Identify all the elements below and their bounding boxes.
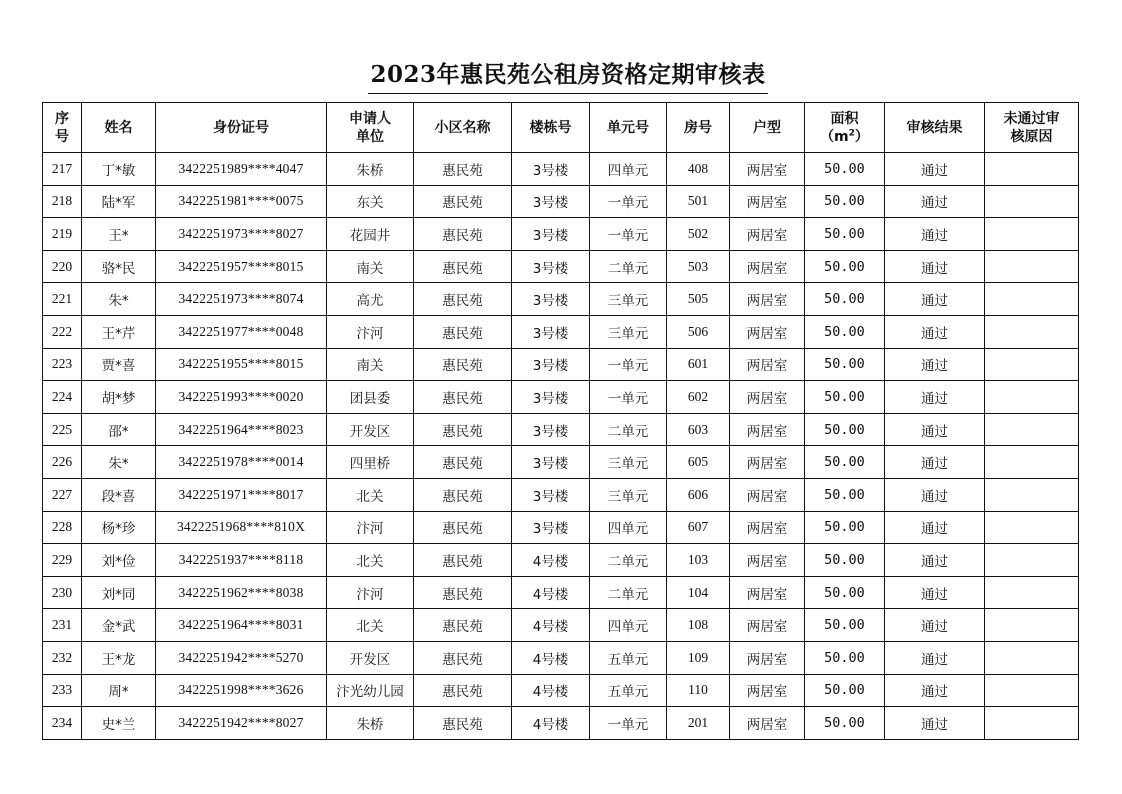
- cell-reason: [985, 478, 1079, 511]
- cell-building: 3号楼: [512, 218, 590, 251]
- cell-room: 601: [667, 348, 730, 381]
- cell-reason: [985, 315, 1079, 348]
- cell-result: 通过: [885, 641, 985, 674]
- cell-id-number: 3422251942****8027: [156, 707, 327, 740]
- cell-unit: 东关: [327, 185, 414, 218]
- cell-entrance: 一单元: [590, 381, 667, 414]
- header-community: 小区名称: [414, 103, 512, 153]
- table-row: [43, 674, 1079, 707]
- cell-community: 惠民苑: [414, 544, 512, 577]
- header-name: 姓名: [82, 103, 156, 153]
- cell-reason: [985, 707, 1079, 740]
- cell-unit: 北关: [327, 478, 414, 511]
- cell-seq: 223: [43, 348, 82, 381]
- cell-type: 两居室: [730, 315, 805, 348]
- cell-reason: [985, 446, 1079, 479]
- cell-unit: 汴河: [327, 576, 414, 609]
- cell-area: 50.00: [805, 381, 885, 414]
- cell-seq: 219: [43, 218, 82, 251]
- cell-id-number: 3422251971****8017: [156, 478, 327, 511]
- cell-room: 602: [667, 381, 730, 414]
- cell-area: 50.00: [805, 348, 885, 381]
- cell-area: 50.00: [805, 185, 885, 218]
- cell-community: 惠民苑: [414, 283, 512, 316]
- cell-building: 4号楼: [512, 641, 590, 674]
- area-unit-close: ）: [854, 128, 869, 145]
- cell-id-number: 3422251957****8015: [156, 250, 327, 283]
- cell-name: 陆*军: [82, 185, 156, 218]
- cell-community: 惠民苑: [414, 185, 512, 218]
- cell-name: 朱*: [82, 446, 156, 479]
- cell-name: 刘*同: [82, 576, 156, 609]
- cell-community: 惠民苑: [414, 153, 512, 186]
- cell-room: 505: [667, 283, 730, 316]
- cell-result: 通过: [885, 381, 985, 414]
- cell-room: 201: [667, 707, 730, 740]
- cell-area: 50.00: [805, 511, 885, 544]
- cell-room: 103: [667, 544, 730, 577]
- table-row: [43, 315, 1079, 348]
- cell-result: 通过: [885, 153, 985, 186]
- cell-id-number: 3422251973****8074: [156, 283, 327, 316]
- header-reason: [985, 103, 1079, 153]
- cell-type: 两居室: [730, 185, 805, 218]
- cell-reason: [985, 218, 1079, 251]
- cell-unit: 北关: [327, 544, 414, 577]
- cell-community: 惠民苑: [414, 674, 512, 707]
- cell-community: 惠民苑: [414, 381, 512, 414]
- cell-room: 606: [667, 478, 730, 511]
- cell-entrance: 二单元: [590, 576, 667, 609]
- cell-unit: 汴光幼儿园: [327, 674, 414, 707]
- cell-unit: 开发区: [327, 641, 414, 674]
- cell-type: 两居室: [730, 218, 805, 251]
- cell-area: 50.00: [805, 609, 885, 642]
- table-row: [43, 641, 1079, 674]
- cell-seq: 227: [43, 478, 82, 511]
- cell-unit: 开发区: [327, 413, 414, 446]
- cell-community: 惠民苑: [414, 315, 512, 348]
- cell-seq: 228: [43, 511, 82, 544]
- cell-seq: 226: [43, 446, 82, 479]
- cell-result: 通过: [885, 315, 985, 348]
- table-row: [43, 413, 1079, 446]
- cell-id-number: 3422251964****8031: [156, 609, 327, 642]
- header-result: 审核结果: [885, 103, 985, 153]
- cell-reason: [985, 413, 1079, 446]
- cell-id-number: 3422251989****4047: [156, 153, 327, 186]
- cell-unit: 南关: [327, 250, 414, 283]
- header-area-label: 面积: [830, 110, 859, 127]
- cell-building: 3号楼: [512, 283, 590, 316]
- cell-building: 4号楼: [512, 707, 590, 740]
- cell-name: 刘*俭: [82, 544, 156, 577]
- table-row: [43, 185, 1079, 218]
- cell-community: 惠民苑: [414, 478, 512, 511]
- cell-building: 3号楼: [512, 381, 590, 414]
- cell-unit: 朱桥: [327, 707, 414, 740]
- header-unit: [327, 103, 414, 153]
- cell-room: 109: [667, 641, 730, 674]
- cell-reason: [985, 576, 1079, 609]
- cell-seq: 232: [43, 641, 82, 674]
- cell-name: 杨*珍: [82, 511, 156, 544]
- table-row: [43, 218, 1079, 251]
- area-unit-open: （m: [820, 128, 849, 145]
- table-row: [43, 446, 1079, 479]
- cell-room: 104: [667, 576, 730, 609]
- cell-building: 4号楼: [512, 674, 590, 707]
- cell-room: 603: [667, 413, 730, 446]
- cell-reason: [985, 511, 1079, 544]
- cell-type: 两居室: [730, 576, 805, 609]
- cell-seq: 221: [43, 283, 82, 316]
- cell-id-number: 3422251973****8027: [156, 218, 327, 251]
- cell-name: 朱*: [82, 283, 156, 316]
- cell-result: 通过: [885, 544, 985, 577]
- cell-building: 3号楼: [512, 250, 590, 283]
- cell-id-number: 3422251937****8118: [156, 544, 327, 577]
- cell-entrance: 三单元: [590, 478, 667, 511]
- cell-unit: 北关: [327, 609, 414, 642]
- title-text: 2023年惠民苑公租房资格定期审核表: [368, 58, 767, 94]
- header-unit-text: 申请人单位: [348, 110, 391, 145]
- header-row: [43, 103, 1079, 153]
- header-id-number: 身份证号: [156, 103, 327, 153]
- cell-seq: 231: [43, 609, 82, 642]
- cell-unit: 高尤: [327, 283, 414, 316]
- cell-building: 4号楼: [512, 576, 590, 609]
- cell-building: 3号楼: [512, 478, 590, 511]
- cell-area: 50.00: [805, 413, 885, 446]
- cell-room: 501: [667, 185, 730, 218]
- cell-id-number: 3422251968****810X: [156, 511, 327, 544]
- cell-seq: 233: [43, 674, 82, 707]
- cell-entrance: 二单元: [590, 250, 667, 283]
- cell-area: 50.00: [805, 707, 885, 740]
- page-title: [0, 58, 1122, 94]
- cell-reason: [985, 641, 1079, 674]
- cell-type: 两居室: [730, 413, 805, 446]
- cell-result: 通过: [885, 511, 985, 544]
- cell-area: 50.00: [805, 478, 885, 511]
- cell-id-number: 3422251942****5270: [156, 641, 327, 674]
- cell-type: 两居室: [730, 609, 805, 642]
- cell-entrance: 五单元: [590, 641, 667, 674]
- cell-seq: 217: [43, 153, 82, 186]
- cell-room: 408: [667, 153, 730, 186]
- cell-type: 两居室: [730, 707, 805, 740]
- cell-area: 50.00: [805, 315, 885, 348]
- cell-type: 两居室: [730, 348, 805, 381]
- table-row: [43, 544, 1079, 577]
- cell-name: 王*芹: [82, 315, 156, 348]
- table-row: [43, 250, 1079, 283]
- cell-entrance: 一单元: [590, 348, 667, 381]
- cell-area: 50.00: [805, 153, 885, 186]
- cell-building: 3号楼: [512, 185, 590, 218]
- cell-room: 503: [667, 250, 730, 283]
- cell-entrance: 三单元: [590, 315, 667, 348]
- cell-name: 王*龙: [82, 641, 156, 674]
- cell-reason: [985, 544, 1079, 577]
- cell-community: 惠民苑: [414, 348, 512, 381]
- header-room: 房号: [667, 103, 730, 153]
- cell-community: 惠民苑: [414, 446, 512, 479]
- cell-seq: 225: [43, 413, 82, 446]
- cell-building: 3号楼: [512, 511, 590, 544]
- cell-room: 506: [667, 315, 730, 348]
- cell-result: 通过: [885, 674, 985, 707]
- cell-seq: 229: [43, 544, 82, 577]
- cell-type: 两居室: [730, 153, 805, 186]
- cell-name: 王*: [82, 218, 156, 251]
- cell-reason: [985, 153, 1079, 186]
- cell-type: 两居室: [730, 446, 805, 479]
- header-building: 楼栋号: [512, 103, 590, 153]
- cell-entrance: 四单元: [590, 609, 667, 642]
- cell-entrance: 四单元: [590, 511, 667, 544]
- cell-result: 通过: [885, 185, 985, 218]
- cell-name: 胡*梦: [82, 381, 156, 414]
- cell-area: 50.00: [805, 283, 885, 316]
- cell-name: 骆*民: [82, 250, 156, 283]
- cell-room: 607: [667, 511, 730, 544]
- header-area: [805, 103, 885, 153]
- cell-area: 50.00: [805, 218, 885, 251]
- cell-unit: 四里桥: [327, 446, 414, 479]
- header-reason-text: 未通过审核原因: [1003, 110, 1060, 145]
- table-row: [43, 283, 1079, 316]
- cell-id-number: 3422251964****8023: [156, 413, 327, 446]
- cell-name: 段*喜: [82, 478, 156, 511]
- cell-room: 605: [667, 446, 730, 479]
- table-row: [43, 707, 1079, 740]
- cell-reason: [985, 609, 1079, 642]
- cell-community: 惠民苑: [414, 413, 512, 446]
- cell-id-number: 3422251993****0020: [156, 381, 327, 414]
- cell-result: 通过: [885, 576, 985, 609]
- cell-entrance: 二单元: [590, 413, 667, 446]
- cell-area: 50.00: [805, 674, 885, 707]
- cell-result: 通过: [885, 478, 985, 511]
- cell-unit: 花园井: [327, 218, 414, 251]
- cell-result: 通过: [885, 250, 985, 283]
- table-row: [43, 153, 1079, 186]
- cell-unit: 汴河: [327, 511, 414, 544]
- cell-seq: 224: [43, 381, 82, 414]
- header-type: 户型: [730, 103, 805, 153]
- table-row: [43, 609, 1079, 642]
- cell-seq: 234: [43, 707, 82, 740]
- cell-entrance: 二单元: [590, 544, 667, 577]
- cell-entrance: 一单元: [590, 707, 667, 740]
- cell-result: 通过: [885, 446, 985, 479]
- cell-entrance: 三单元: [590, 283, 667, 316]
- cell-building: 3号楼: [512, 413, 590, 446]
- table-row: [43, 576, 1079, 609]
- cell-type: 两居室: [730, 250, 805, 283]
- cell-type: 两居室: [730, 478, 805, 511]
- cell-room: 502: [667, 218, 730, 251]
- cell-result: 通过: [885, 609, 985, 642]
- cell-reason: [985, 348, 1079, 381]
- cell-unit: 朱桥: [327, 153, 414, 186]
- cell-area: 50.00: [805, 446, 885, 479]
- cell-community: 惠民苑: [414, 511, 512, 544]
- header-seq-text: 序号: [54, 110, 69, 145]
- cell-seq: 220: [43, 250, 82, 283]
- cell-unit: 团县委: [327, 381, 414, 414]
- cell-room: 110: [667, 674, 730, 707]
- cell-entrance: 一单元: [590, 185, 667, 218]
- cell-building: 3号楼: [512, 348, 590, 381]
- cell-name: 贾*喜: [82, 348, 156, 381]
- cell-name: 金*武: [82, 609, 156, 642]
- area-unit-sup: 2: [848, 127, 855, 138]
- cell-building: 3号楼: [512, 153, 590, 186]
- cell-name: 周*: [82, 674, 156, 707]
- cell-type: 两居室: [730, 544, 805, 577]
- cell-id-number: 3422251962****8038: [156, 576, 327, 609]
- table-row: [43, 511, 1079, 544]
- cell-id-number: 3422251998****3626: [156, 674, 327, 707]
- cell-entrance: 五单元: [590, 674, 667, 707]
- cell-area: 50.00: [805, 641, 885, 674]
- cell-name: 丁*敏: [82, 153, 156, 186]
- cell-entrance: 三单元: [590, 446, 667, 479]
- cell-reason: [985, 250, 1079, 283]
- audit-table: [42, 102, 1079, 740]
- header-entrance: 单元号: [590, 103, 667, 153]
- cell-unit: 南关: [327, 348, 414, 381]
- cell-result: 通过: [885, 413, 985, 446]
- cell-type: 两居室: [730, 641, 805, 674]
- table-row: [43, 348, 1079, 381]
- cell-id-number: 3422251978****0014: [156, 446, 327, 479]
- cell-community: 惠民苑: [414, 609, 512, 642]
- cell-community: 惠民苑: [414, 250, 512, 283]
- table-row: [43, 381, 1079, 414]
- cell-name: 邵*: [82, 413, 156, 446]
- cell-result: 通过: [885, 218, 985, 251]
- cell-seq: 222: [43, 315, 82, 348]
- cell-seq: 218: [43, 185, 82, 218]
- cell-type: 两居室: [730, 674, 805, 707]
- cell-type: 两居室: [730, 381, 805, 414]
- cell-id-number: 3422251977****0048: [156, 315, 327, 348]
- cell-result: 通过: [885, 283, 985, 316]
- cell-result: 通过: [885, 348, 985, 381]
- table-row: [43, 478, 1079, 511]
- cell-community: 惠民苑: [414, 641, 512, 674]
- cell-reason: [985, 185, 1079, 218]
- cell-reason: [985, 674, 1079, 707]
- cell-community: 惠民苑: [414, 218, 512, 251]
- cell-room: 108: [667, 609, 730, 642]
- cell-community: 惠民苑: [414, 576, 512, 609]
- cell-entrance: 一单元: [590, 218, 667, 251]
- cell-type: 两居室: [730, 283, 805, 316]
- cell-id-number: 3422251981****0075: [156, 185, 327, 218]
- cell-seq: 230: [43, 576, 82, 609]
- cell-area: 50.00: [805, 250, 885, 283]
- header-seq: [43, 103, 82, 153]
- cell-reason: [985, 381, 1079, 414]
- cell-building: 4号楼: [512, 609, 590, 642]
- cell-community: 惠民苑: [414, 707, 512, 740]
- cell-result: 通过: [885, 707, 985, 740]
- header-area-unit: [805, 128, 884, 146]
- cell-building: 3号楼: [512, 446, 590, 479]
- cell-id-number: 3422251955****8015: [156, 348, 327, 381]
- cell-unit: 汴河: [327, 315, 414, 348]
- cell-area: 50.00: [805, 576, 885, 609]
- cell-reason: [985, 283, 1079, 316]
- cell-area: 50.00: [805, 544, 885, 577]
- cell-building: 3号楼: [512, 315, 590, 348]
- cell-name: 史*兰: [82, 707, 156, 740]
- cell-entrance: 四单元: [590, 153, 667, 186]
- cell-type: 两居室: [730, 511, 805, 544]
- table-body: [43, 153, 1079, 740]
- cell-building: 4号楼: [512, 544, 590, 577]
